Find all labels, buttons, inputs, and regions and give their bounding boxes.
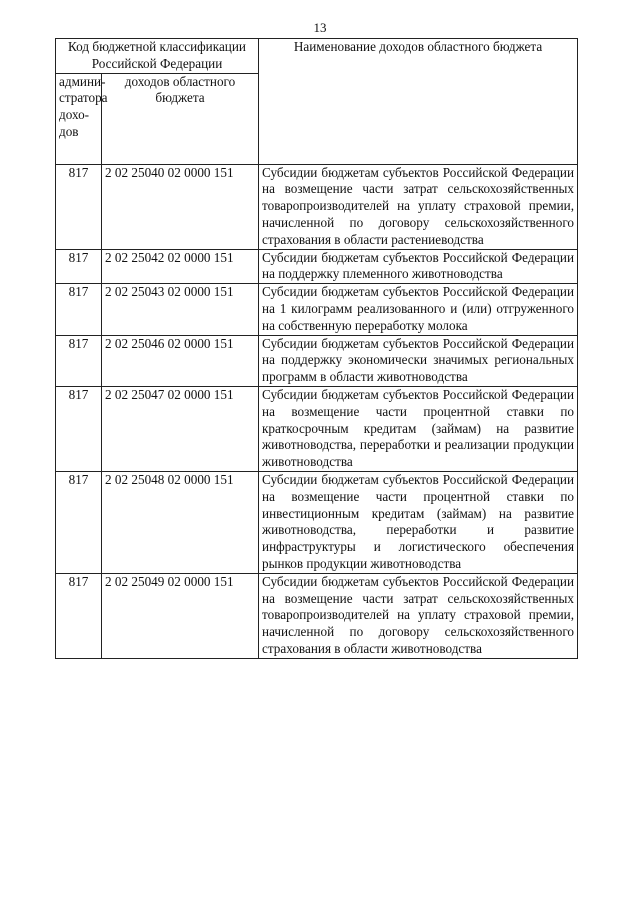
income-code-cell: 2 02 25042 02 0000 151 xyxy=(102,249,259,284)
header-income: доходов областного бюджета xyxy=(102,73,259,164)
table-row xyxy=(56,249,578,284)
admin-code-cell: 817 xyxy=(56,386,102,471)
income-name-cell: Субсидии бюджетам субъектов Российской Федерации на возмещение части процентной ставки по инвестиционным кредитам (займам) на развитие животноводства, переработки и развитие инфраструктуры и логистического обеспечения рынков продукции животноводства xyxy=(259,471,578,573)
income-code-cell: 2 02 25048 02 0000 151 xyxy=(102,471,259,573)
header-administrator: админи-стратора дохо-дов xyxy=(56,73,102,164)
income-code-cell: 2 02 25040 02 0000 151 xyxy=(102,164,259,249)
admin-code-cell: 817 xyxy=(56,573,102,658)
header-classification: Код бюджетной классификации Российской Федерации xyxy=(56,39,259,74)
income-code-cell: 2 02 25049 02 0000 151 xyxy=(102,573,259,658)
income-name-cell: Субсидии бюджетам субъектов Российской Федерации на 1 килограмм реализованного и (или) отгруженного на собственную переработку молока xyxy=(259,284,578,335)
admin-code-cell: 817 xyxy=(56,164,102,249)
budget-income-table xyxy=(55,38,578,659)
table-row xyxy=(56,335,578,386)
table-row xyxy=(56,164,578,249)
admin-code-cell: 817 xyxy=(56,249,102,284)
table-row xyxy=(56,386,578,471)
income-code-cell: 2 02 25046 02 0000 151 xyxy=(102,335,259,386)
table-row xyxy=(56,284,578,335)
admin-code-cell: 817 xyxy=(56,284,102,335)
income-name-cell: Субсидии бюджетам субъектов Российской Федерации на поддержку экономически значимых региональных программ в области животноводства xyxy=(259,335,578,386)
table-row xyxy=(56,471,578,573)
income-name-cell: Субсидии бюджетам субъектов Российской Федерации на возмещение части затрат сельскохозяйственных товаропроизводителей на уплату страховой премии, начисленной по договору сельскохозяйственного страхования в области животноводства xyxy=(259,573,578,658)
income-code-cell: 2 02 25047 02 0000 151 xyxy=(102,386,259,471)
income-name-cell: Субсидии бюджетам субъектов Российской Федерации на возмещение части затрат сельскохозяйственных товаропроизводителей на уплату страховой премии, начисленной по договору сельскохозяйственного страхования в области растениеводства xyxy=(259,164,578,249)
admin-code-cell: 817 xyxy=(56,471,102,573)
income-name-cell: Субсидии бюджетам субъектов Российской Федерации на поддержку племенного животноводства xyxy=(259,249,578,284)
page-number: 13 xyxy=(313,20,327,35)
header-name: Наименование доходов областного бюджета xyxy=(259,39,578,165)
admin-code-cell: 817 xyxy=(56,335,102,386)
income-code-cell: 2 02 25043 02 0000 151 xyxy=(102,284,259,335)
income-name-cell: Субсидии бюджетам субъектов Российской Федерации на возмещение части процентной ставки по краткосрочным кредитам (займам) на развитие животноводства, переработки и реализации продукции животноводства xyxy=(259,386,578,471)
header-row-top xyxy=(56,39,578,74)
table-row xyxy=(56,573,578,658)
